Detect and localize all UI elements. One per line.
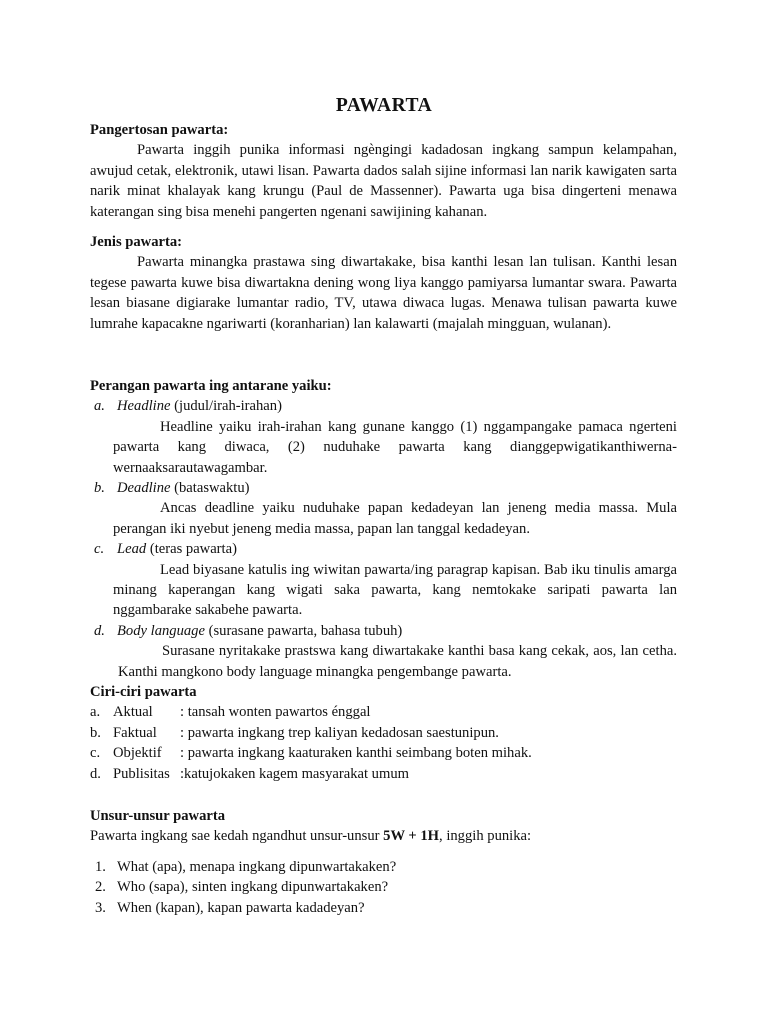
section-pangertosan bbox=[90, 120, 677, 222]
list-item-label: b. bbox=[94, 480, 105, 497]
list-item bbox=[90, 743, 677, 763]
list-item-note: (bataswaktu) bbox=[170, 480, 250, 497]
list-item bbox=[90, 857, 677, 877]
list-item-value: : pawarta ingkang trep kaliyan kedadosan saestunipun. bbox=[180, 724, 499, 741]
section-perangan bbox=[90, 376, 677, 682]
section-heading: Perangan pawarta ing antarane yaiku: bbox=[90, 378, 332, 394]
list-item-note: (surasane pawarta, bahasa tubuh) bbox=[204, 622, 403, 639]
list-item bbox=[90, 539, 677, 621]
list-item-label: d. bbox=[90, 765, 101, 782]
list-item-label: 1. bbox=[95, 858, 106, 875]
list-item bbox=[90, 478, 677, 539]
list-item-key: Publisitas bbox=[113, 765, 170, 782]
list-item-text: Ancas deadline yaiku nuduhake papan kedadeyan lan jeneng media massa. Mula perangan iki nyebut jeneng media massa, papan lan tanggal kedadeyan. bbox=[113, 500, 677, 537]
list-item-note: (teras pawarta) bbox=[146, 541, 237, 558]
list-item-term: Lead bbox=[117, 541, 147, 558]
section-ciri bbox=[90, 682, 677, 784]
list-item-label: 3. bbox=[95, 899, 106, 916]
list-item-text: When (kapan), kapan pawarta kadadeyan? bbox=[117, 899, 365, 916]
list-item bbox=[90, 898, 677, 918]
list-item bbox=[90, 877, 677, 897]
section-heading: Unsur-unsur pawarta bbox=[90, 808, 226, 824]
intro-bold: 5W + 1H bbox=[383, 828, 440, 845]
section-heading: Pangertosan pawarta: bbox=[90, 122, 229, 138]
list-item-label: c. bbox=[90, 745, 101, 762]
intro-text: Pawarta ingkang sae kedah ngandhut unsur-unsur bbox=[90, 828, 384, 845]
list-item-label: a. bbox=[90, 704, 101, 721]
list-item-note: (judul/irah-irahan) bbox=[170, 398, 282, 415]
list-item-label: d. bbox=[94, 622, 105, 639]
list-item-value: : pawarta ingkang kaaturaken kanthi seimbang boten mihak. bbox=[180, 745, 532, 762]
list-item-term: Deadline bbox=[117, 480, 171, 497]
list-item-label: a. bbox=[94, 398, 105, 415]
section-heading: Ciri-ciri pawarta bbox=[90, 684, 197, 700]
list-item-key: Faktual bbox=[113, 724, 157, 741]
section-paragraph: Pawarta minangka prastawa sing diwartakake, bisa kanthi lesan lan tulisan. Kanthi lesan tegese pawarta kuwe bisa diwartakna dening wong liya kanggo pamiyarsa lumantar swara. Pawarta lesan biasane digiarake lumantar radio, TV, utawa diwaca lugas. Menawa tulisan pawarta kuwe lumrahe kapacakne ngariwarti (koranharian) lan kalawarti (majalah mingguan, wulanan). bbox=[90, 254, 677, 332]
list-item-text: Who (sapa), sinten ingkang dipunwartakaken? bbox=[117, 879, 389, 896]
list-item-value: :katujokaken kagem masyarakat umum bbox=[180, 765, 409, 782]
list-item-key: Aktual bbox=[113, 704, 153, 721]
list-item-text: Headline yaiku irah-irahan kang gunane kanggo (1) nggampangake pamaca ngerteni pawarta kang diwaca, (2) nuduhake pawarta kang dianggepwigatikanthiwerna-wernaaksarautawagambar. bbox=[113, 418, 677, 476]
list-item-text: Surasane nyritakake prastswa kang diwartakake kanthi basa kang cekak, aos, lan cetha. Kanthi mangkono body language minangka pengembange pawarta. bbox=[118, 643, 677, 680]
list-item bbox=[90, 764, 677, 784]
list-item-key: Objektif bbox=[113, 745, 162, 762]
page-title: PAWARTA bbox=[335, 95, 433, 116]
section-paragraph: Pawarta inggih punika informasi ngèngingi kadadosan ingkang sampun kelampahan, awujud cetak, elektronik, utawi lisan. Pawarta dados salah sijine informasi lan narik kawigaten sarta narik minat khalayak kang krungu (Paul de Massenner). Pawarta uga bisa dingerteni menawa katerangan sing bisa menehi pangerten ngenani sawijining kahanan. bbox=[90, 142, 677, 220]
list-item-label: 2. bbox=[95, 879, 106, 896]
list-item-text: What (apa), menapa ingkang dipunwartakaken? bbox=[117, 858, 397, 875]
section-jenis bbox=[90, 232, 677, 334]
list-item-label: b. bbox=[90, 724, 101, 741]
list-item bbox=[90, 702, 677, 722]
list-item-term: Headline bbox=[117, 398, 171, 415]
list-item bbox=[90, 621, 677, 682]
list-item-term: Body language bbox=[117, 622, 205, 639]
list-item-text: Lead biyasane katulis ing wiwitan pawarta/ing paragrap kapisan. Bab iku tinulis amarga minang kaperangan kang wigati saka pawarta, kang nemtokake saripati pawarta lan nggambarake sakabehe pawarta. bbox=[113, 561, 677, 619]
list-item-label: c. bbox=[94, 541, 105, 558]
list-item-value: : tansah wonten pawartos énggal bbox=[180, 704, 371, 721]
list-item bbox=[90, 396, 677, 478]
list-item bbox=[90, 723, 677, 743]
section-intro bbox=[90, 826, 677, 846]
section-heading: Jenis pawarta: bbox=[90, 234, 183, 250]
section-unsur bbox=[90, 806, 677, 918]
intro-text-end: , inggih punika: bbox=[439, 828, 532, 845]
